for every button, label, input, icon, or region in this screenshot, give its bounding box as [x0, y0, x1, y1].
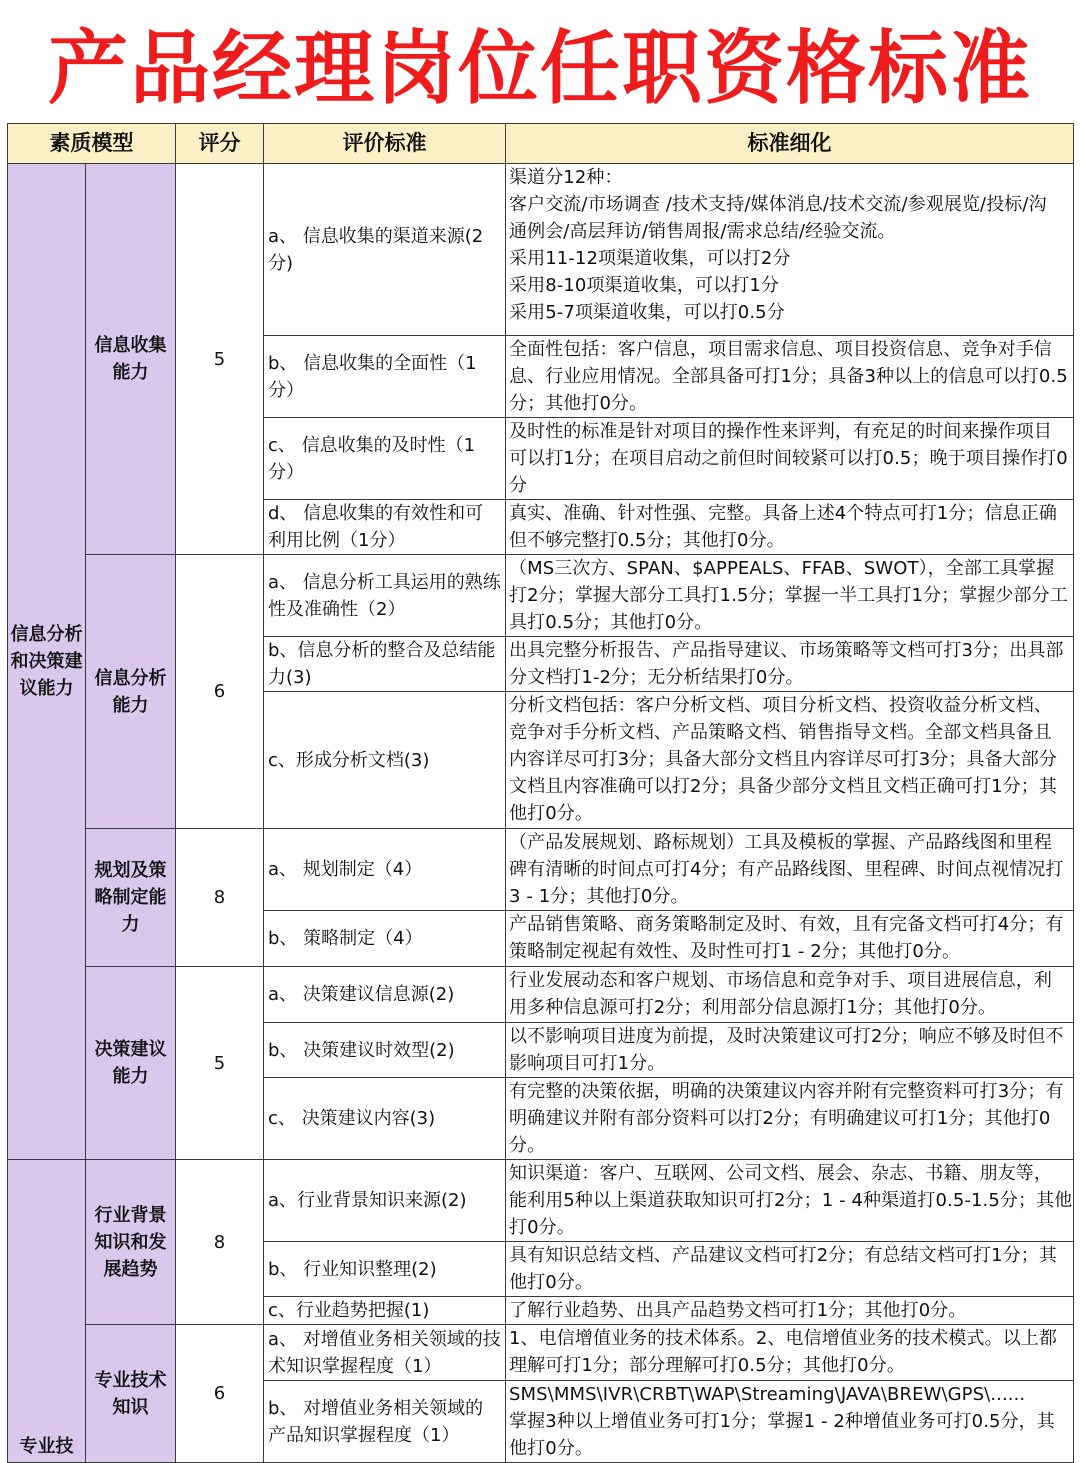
table-row — [8, 967, 1074, 1023]
detail-line: 分；其他打0分。 — [509, 393, 648, 414]
detail-line: 分 — [509, 475, 528, 496]
criterion-cell: b、 策略制定（4） — [264, 911, 506, 967]
detail-line: 竞争对手分析文档、产品策略文档、销售指导文档。全部文档具备且 — [509, 722, 1052, 743]
detail-line: 用多种信息源可打2分；利用部分信息源打1分；其他打0分。 — [509, 997, 997, 1018]
criterion-cell: b、 对增值业务相关领域的产品知识掌握程度（1） — [264, 1381, 506, 1463]
criterion-cell: a、 规划制定（4） — [264, 829, 506, 911]
ability-cell: 决策建议能力 — [86, 967, 176, 1160]
score-cell: 5 — [176, 967, 264, 1160]
criterion-cell: c、行业趋势把握(1) — [264, 1297, 506, 1325]
detail-line: 文档且内容准确可以打2分；具备少部分文档且文档正确可打1分；其 — [509, 776, 1058, 797]
detail-cell — [506, 692, 1074, 829]
detail-line: 具有知识总结文档、产品建议文档可打2分；有总结文档可打1分；其 — [509, 1245, 1058, 1266]
criterion-cell: c、形成分析文档(3) — [264, 692, 506, 829]
ability-cell: 行业背景知识和发展趋势 — [86, 1160, 176, 1325]
detail-line: 产品销售策略、商务策略制定及时、有效，且有完备文档可打4分；有 — [509, 914, 1064, 935]
page-title: 产品经理岗位任职资格标准 — [48, 21, 1032, 115]
detail-line: 分。 — [509, 1135, 546, 1156]
detail-line: 有完整的决策依据，明确的决策建议内容并附有完整资料可打3分；有 — [509, 1081, 1064, 1102]
detail-line: 分析文档包括：客户分析文档、项目分析文档、投资收益分析文档、 — [509, 695, 1052, 716]
detail-line: 以不影响项目进度为前提，及时决策建议可打2分；响应不够及时但不 — [509, 1026, 1064, 1047]
criterion-cell: a、 决策建议信息源(2) — [264, 967, 506, 1023]
detail-cell — [506, 1381, 1074, 1463]
header-row — [8, 124, 1074, 164]
criterion-cell: b、信息分析的整合及总结能力(3) — [264, 637, 506, 692]
score-cell: 8 — [176, 1160, 264, 1325]
detail-cell — [506, 164, 1074, 336]
category-cell: 专业技 — [8, 1160, 86, 1463]
header-model: 素质模型 — [8, 124, 176, 164]
detail-line: 3 - 1分；其他打0分。 — [509, 886, 689, 907]
criterion-cell: c、 信息收集的及时性（1分） — [264, 418, 506, 500]
criterion-cell: d、 信息收集的有效性和可利用比例（1分） — [264, 500, 506, 555]
detail-line: 及时性的标准是针对项目的操作性来评判，有充足的时间来操作项目 — [509, 421, 1052, 442]
detail-line: 明确建议并附有部分资料可以打2分；有明确建议可打1分；其他打0 — [509, 1108, 1051, 1129]
detail-line: 能利用5种以上渠道获取知识可打2分；1 - 4种渠道打0.5-1.5分；其他 — [509, 1190, 1073, 1211]
criterion-cell: b、 信息收集的全面性（1分） — [264, 336, 506, 418]
criterion-cell: a、 信息收集的渠道来源(2分) — [264, 164, 506, 336]
criterion-cell: b、 决策建议时效型(2) — [264, 1023, 506, 1078]
detail-cell — [506, 1078, 1074, 1160]
score-cell: 6 — [176, 555, 264, 829]
detail-line: 分文档打1-2分；无分析结果打0分。 — [509, 667, 804, 688]
table-row — [8, 1325, 1074, 1381]
detail-line: 知识渠道：客户、互联网、公司文档、展会、杂志、书籍、朋友等， — [509, 1163, 1052, 1184]
detail-cell — [506, 336, 1074, 418]
detail-line: 息、行业应用情况。全部具备可打1分；具备3种以上的信息可以打0.5 — [509, 366, 1068, 387]
detail-line: 具打0.5分；其他打0分。 — [509, 612, 713, 633]
detail-cell — [506, 418, 1074, 500]
criterion-cell: a、行业背景知识来源(2) — [264, 1160, 506, 1242]
detail-line: 全面性包括：客户信息，项目需求信息、项目投资信息、竞争对手信 — [509, 339, 1052, 360]
detail-line: SMS\MMS\IVR\CRBT\WAP\Streaming\JAVA\BREW\GPS\...... — [509, 1384, 1026, 1405]
score-cell: 5 — [176, 164, 264, 555]
detail-line: 他打0分。 — [509, 803, 593, 824]
detail-line: 真实、准确、针对性强、完整。具备上述4个特点可打1分；信息正确 — [509, 503, 1058, 524]
header-score: 评分 — [176, 124, 264, 164]
detail-cell — [506, 1325, 1074, 1381]
detail-line: 可以打1分；在项目启动之前但时间较紧可以打0.5；晚于项目操作打0 — [509, 448, 1068, 469]
detail-cell — [506, 500, 1074, 555]
detail-cell — [506, 911, 1074, 967]
detail-cell — [506, 1160, 1074, 1242]
detail-line: 但不够完整打0.5分；其他打0分。 — [509, 530, 785, 551]
category-cell: 信息分析和决策建议能力 — [8, 164, 86, 1160]
ability-cell: 规划及策略制定能力 — [86, 829, 176, 967]
detail-cell — [506, 637, 1074, 692]
detail-line: （产品发展规划、路标规划）工具及模板的掌握、产品路线图和里程 — [509, 832, 1052, 853]
detail-line: 影响项目可打1分。 — [509, 1053, 666, 1074]
table-row — [8, 1160, 1074, 1242]
detail-line: 打0分。 — [509, 1217, 575, 1238]
detail-line: 打2分；掌握大部分工具打1.5分；掌握一半工具打1分；掌握少部分工 — [509, 585, 1068, 606]
header-detail: 标准细化 — [506, 124, 1074, 164]
detail-line: 内容详尽可打3分；具备大部分文档且内容详尽可打3分；具备大部分 — [509, 749, 1058, 770]
detail-cell — [506, 555, 1074, 637]
table-row — [8, 829, 1074, 911]
detail-line: 他打0分。 — [509, 1272, 593, 1293]
detail-line: 出具完整分析报告、产品指导建议、市场策略等文档可打3分；出具部 — [509, 640, 1064, 661]
detail-line: 碑有清晰的时间点可打4分；有产品路线图、里程碑、时间点视情况打 — [509, 859, 1064, 880]
detail-line: 渠道分12种： — [509, 167, 623, 188]
detail-cell — [506, 1242, 1074, 1297]
qualification-table — [7, 123, 1074, 1463]
header-criteria: 评价标准 — [264, 124, 506, 164]
criterion-cell: c、 决策建议内容(3) — [264, 1078, 506, 1160]
table-row — [8, 555, 1074, 637]
detail-line: 采用11-12项渠道收集，可以打2分 — [509, 248, 791, 269]
detail-line: 采用5-7项渠道收集，可以打0.5分 — [509, 302, 785, 323]
detail-line: 他打0分。 — [509, 1438, 593, 1459]
detail-line: 了解行业趋势、出具产品趋势文档可打1分；其他打0分。 — [509, 1300, 967, 1321]
detail-line: 采用8-10项渠道收集，可以打1分 — [509, 275, 780, 296]
detail-line: 行业发展动态和客户规划、市场信息和竞争对手、项目进展信息，利 — [509, 970, 1052, 991]
criterion-cell: a、 对增值业务相关领域的技术知识掌握程度（1） — [264, 1325, 506, 1381]
detail-cell — [506, 1023, 1074, 1078]
score-cell: 8 — [176, 829, 264, 967]
detail-cell — [506, 967, 1074, 1023]
ability-cell: 专业技术知识 — [86, 1325, 176, 1463]
detail-line: 1、电信增值业务的技术体系。2、电信增值业务的技术模式。以上都 — [509, 1328, 1058, 1349]
detail-line: 理解可打1分；部分理解可打0.5分；其他打0分。 — [509, 1355, 905, 1376]
detail-line: 通例会/高层拜访/销售周报/需求总结/经验交流。 — [509, 221, 896, 242]
detail-line: 掌握3种以上增值业务可打1分；掌握1 - 2种增值业务可打0.5分，其 — [509, 1411, 1055, 1432]
detail-line: 客户交流/市场调查 /技术支持/媒体消息/技术交流/参观展览/投标/沟 — [509, 194, 1047, 215]
ability-cell: 信息分析能力 — [86, 555, 176, 829]
score-cell: 6 — [176, 1325, 264, 1463]
detail-line: （MS三次方、SPAN、$APPEALS、FFAB、SWOT），全部工具掌握 — [509, 558, 1055, 579]
table-row — [8, 164, 1074, 336]
detail-cell — [506, 1297, 1074, 1325]
criterion-cell: b、 行业知识整理(2) — [264, 1242, 506, 1297]
detail-cell — [506, 829, 1074, 911]
criterion-cell: a、 信息分析工具运用的熟练性及准确性（2） — [264, 555, 506, 637]
detail-line: 策略制定视起有效性、及时性可打1 - 2分；其他打0分。 — [509, 941, 961, 962]
ability-cell: 信息收集能力 — [86, 164, 176, 555]
